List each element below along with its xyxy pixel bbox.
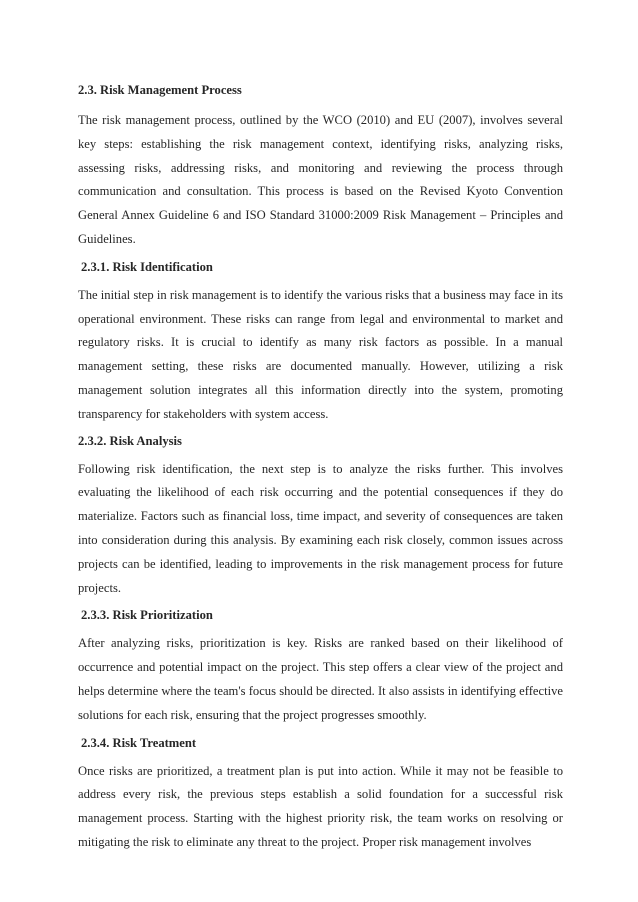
document-page xyxy=(78,72,563,855)
paragraph-risk-analysis: Following risk identification, the next step is to analyze the risks further. This involves evaluating the likelihood of each risk occurring and the potential consequences if they do materialize. Factors such as financial loss, time impact, and severity of consequences are taken into consideration during this analysis. By examining each risk closely, common issues across projects can be identified, leading to improvements in the risk management process for future projects. xyxy=(78,461,563,595)
section-heading-risk-treatment: 2.3.4. Risk Treatment xyxy=(81,735,197,750)
section-heading-risk-analysis: 2.3.2. Risk Analysis xyxy=(78,433,182,448)
paragraph-risk-treatment: Once risks are prioritized, a treatment plan is put into action. While it may not be feasible to address every risk, the previous steps establish a solid foundation for a successful risk management process. Starting with the highest priority risk, the team works on resolving or mitigating the risk to eliminate any threat to the project. Proper risk management involves xyxy=(78,763,563,849)
section-heading-risk-prioritization: 2.3.3. Risk Prioritization xyxy=(81,608,213,623)
section-heading-risk-management-process: 2.3. Risk Management Process xyxy=(78,83,242,97)
paragraph-risk-management-process: The risk management process, outlined by the WCO (2010) and EU (2007), involves several key steps: establishing the risk management context, identifying risks, analyzing risks, assessing risks, addressing risks, and monitoring and reviewing the process through communication and consultation. This process is based on the Revised Kyoto Convention General Annex Guideline 6 and ISO Standard 31000:2009 Risk Management – Principles and Guidelines. xyxy=(78,113,563,246)
paragraph-risk-identification: The initial step in risk management is to identify the various risks that a business may face in its operational environment. These risks can range from legal and environmental to market and regulatory risks. It is crucial to identify as many risk factors as possible. In a manual management setting, these risks are documented manually. However, utilizing a risk management solution integrates all this information directly into the system, promoting transparency for stakeholders with system access. xyxy=(78,287,563,421)
paragraph-risk-prioritization: After analyzing risks, prioritization is key. Risks are ranked based on their likelihood of occurrence and potential impact on the project. This step offers a clear view of the project and helps determine where the team's focus should be directed. It also assists in identifying effective solutions for each risk, ensuring that the project progresses smoothly. xyxy=(78,636,563,722)
section-heading-risk-identification: 2.3.1. Risk Identification xyxy=(81,259,213,274)
